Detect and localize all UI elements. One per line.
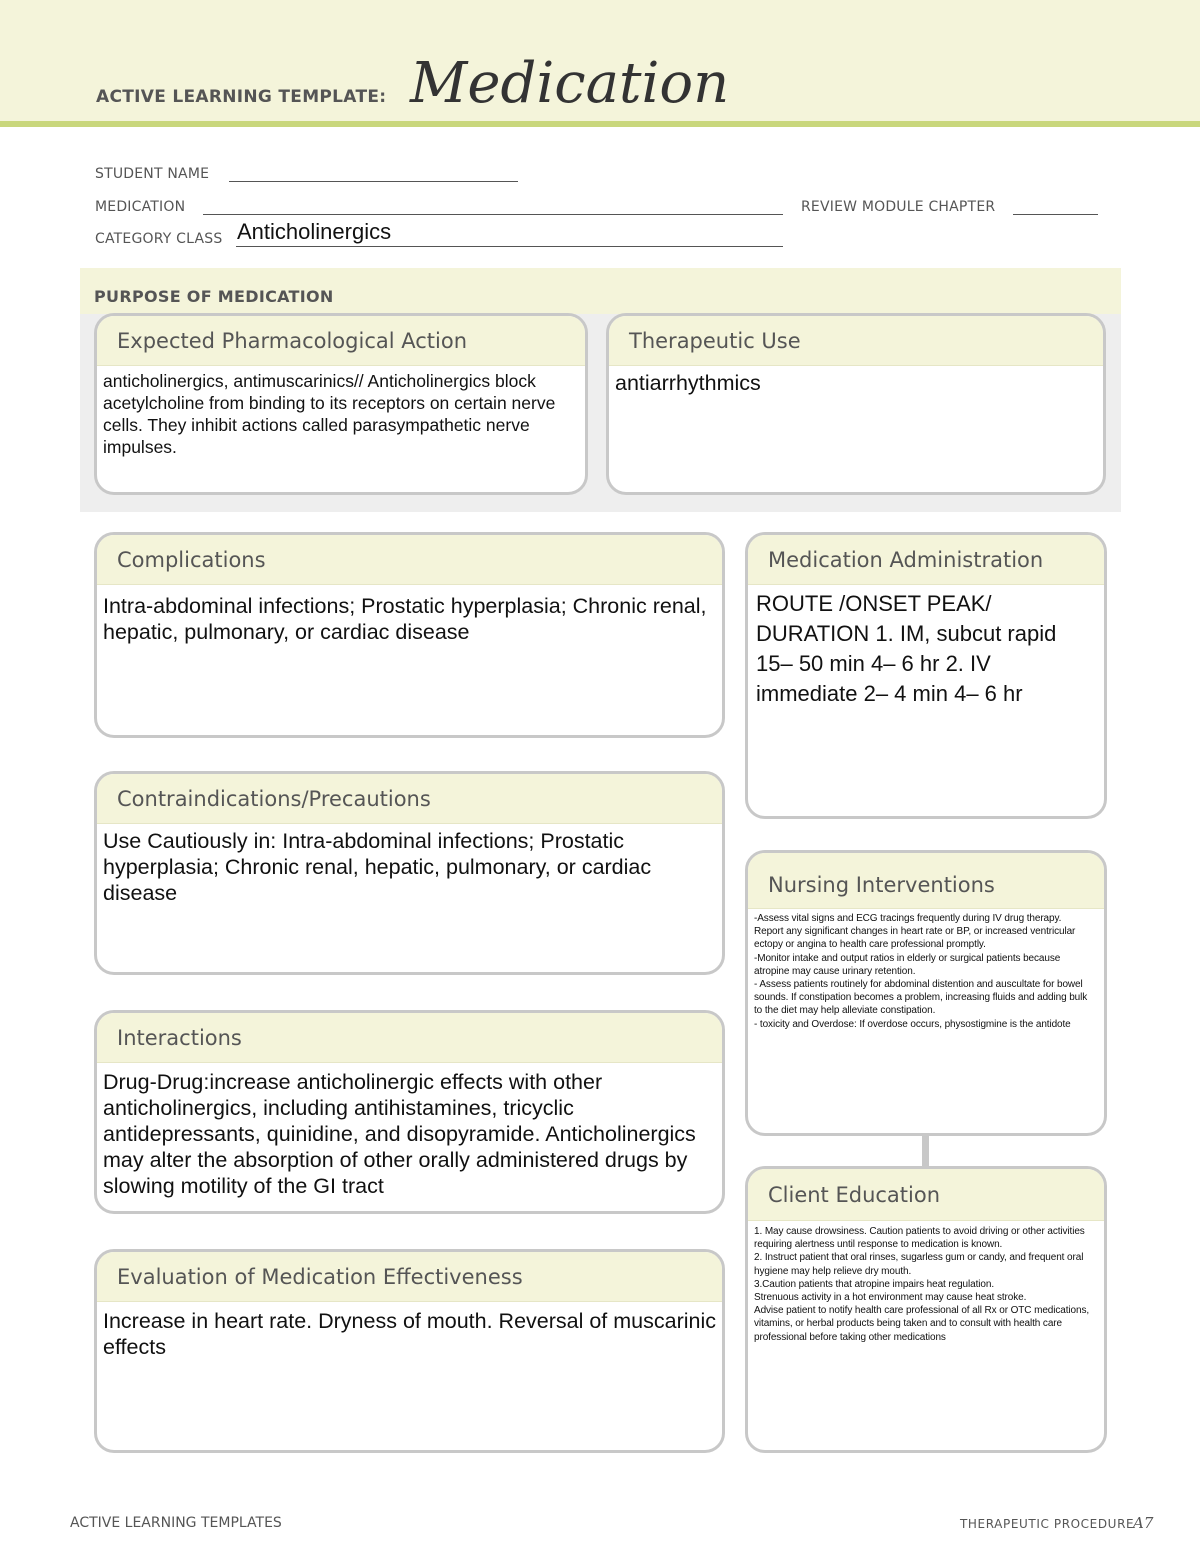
contraindications-title: Contraindications/Precautions <box>117 786 431 811</box>
evaluation-title: Evaluation of Medication Effectiveness <box>117 1264 523 1289</box>
education-line: Advise patient to notify health care professional of all Rx or OTC medications, vitamins, or herbal products being taken and to consult with health care professional before taking other medications <box>754 1305 1090 1343</box>
medication-administration-title: Medication Administration <box>768 547 1044 572</box>
purpose-label: PURPOSE OF MEDICATION <box>94 287 334 306</box>
footer-left: ACTIVE LEARNING TEMPLATES <box>70 1515 282 1531</box>
category-class-label: CATEGORY CLASS <box>95 231 223 247</box>
expected-action-box <box>94 313 588 495</box>
administration-line: ROUTE /ONSET PEAK/ <box>756 591 992 616</box>
medication-label: MEDICATION <box>95 199 186 215</box>
page-title: Medication <box>410 51 730 116</box>
expected-action-text[interactable]: anticholinergics, antimuscarinics// Anticholinergics block acetylcholine from binding to its receptors on certain nerve cells. They inhibit actions called parasympathetic nerve impulses. <box>103 371 556 457</box>
client-education-title: Client Education <box>768 1182 941 1207</box>
nursing-line: -Assess vital signs and ECG tracings frequently during IV drug therapy. <box>754 913 1062 924</box>
therapeutic-use-text[interactable]: antiarrhythmics <box>615 371 761 395</box>
evaluation-box <box>94 1249 725 1453</box>
nursing-line: - toxicity and Overdose: If overdose occurs, physostigmine is the antidote <box>754 1018 1071 1030</box>
complications-box <box>94 532 725 738</box>
therapeutic-use-box <box>606 313 1106 495</box>
client-education-text[interactable] <box>748 1221 1104 1344</box>
education-line: 3.Caution patients that atropine impairs heat regulation. <box>754 1278 995 1290</box>
medication-administration-text[interactable] <box>748 585 1104 709</box>
education-line: Strenuous activity in a hot environment may cause heat stroke. <box>754 1292 1027 1304</box>
evaluation-text[interactable]: Increase in heart rate. Dryness of mouth. Reversal of muscarinic effects <box>103 1309 717 1359</box>
administration-line: DURATION 1. IM, subcut rapid <box>756 621 1057 646</box>
complications-text[interactable]: Intra-abdominal infections; Prostatic hyperplasia; Chronic renal, hepatic, pulmonary, or cardiac disease <box>103 594 707 644</box>
administration-line: immediate 2– 4 min 4– 6 hr <box>756 681 1023 706</box>
review-module-label: REVIEW MODULE CHAPTER <box>801 199 996 215</box>
nursing-interventions-box <box>745 850 1107 1136</box>
medication-administration-box <box>745 532 1107 819</box>
expected-action-title: Expected Pharmacological Action <box>117 328 468 353</box>
footer-right: THERAPEUTIC PROCEDURE <box>960 1517 1135 1531</box>
contraindications-text[interactable]: Use Cautiously in: Intra-abdominal infections; Prostatic hyperplasia; Chronic renal, hepatic, pulmonary, or cardiac disease <box>103 829 652 905</box>
nursing-line: - Assess patients routinely for abdominal distention and auscultate for bowel sounds. If constipation becomes a problem, increasing fluids and adding bulk to the diet may help alleviate constipation. <box>754 979 1088 1017</box>
student-name-field[interactable] <box>229 180 518 182</box>
education-line: 1. May cause drowsiness. Caution patients to avoid driving or other activities requiring alertness until response to medication is known. <box>754 1226 1085 1251</box>
connector-bar <box>922 1134 929 1168</box>
review-module-field[interactable] <box>1013 213 1098 215</box>
page-number: A7 <box>1133 1514 1154 1532</box>
nursing-line: -Monitor intake and output ratios in elderly or surgical patients because atropine may cause urinary retention. <box>754 952 1061 977</box>
education-line: 2. Instruct patient that oral rinses, sugarless gum or candy, and frequent oral hygiene may help relieve dry mouth. <box>754 1252 1084 1277</box>
client-education-box <box>745 1166 1107 1453</box>
interactions-text[interactable]: Drug-Drug:increase anticholinergic effects with other anticholinergics, including antihistamines, tricyclic antidepressants, quinidine, and disopyramide. Anticholinergics may alter the absorption of other orally administered drugs by slowing motility of the GI tract <box>103 1070 696 1198</box>
nursing-line: Report any significant changes in heart rate or BP, or increased ventricular ectopy or angina to health care professional promptly. <box>754 926 1076 951</box>
therapeutic-use-title: Therapeutic Use <box>629 328 801 353</box>
category-class-field[interactable] <box>236 245 783 247</box>
administration-line: 15– 50 min 4– 6 hr 2. IV <box>756 651 991 676</box>
interactions-box <box>94 1010 725 1214</box>
student-name-label: STUDENT NAME <box>95 166 210 182</box>
complications-title: Complications <box>117 547 266 572</box>
category-class-value: Anticholinergics <box>237 219 392 244</box>
nursing-interventions-title: Nursing Interventions <box>768 872 995 897</box>
nursing-interventions-text[interactable] <box>748 909 1104 1031</box>
contraindications-box <box>94 771 725 975</box>
template-label: ACTIVE LEARNING TEMPLATE: <box>96 87 387 107</box>
medication-field[interactable] <box>203 213 783 215</box>
interactions-title: Interactions <box>117 1025 242 1050</box>
header-rule <box>0 121 1200 127</box>
